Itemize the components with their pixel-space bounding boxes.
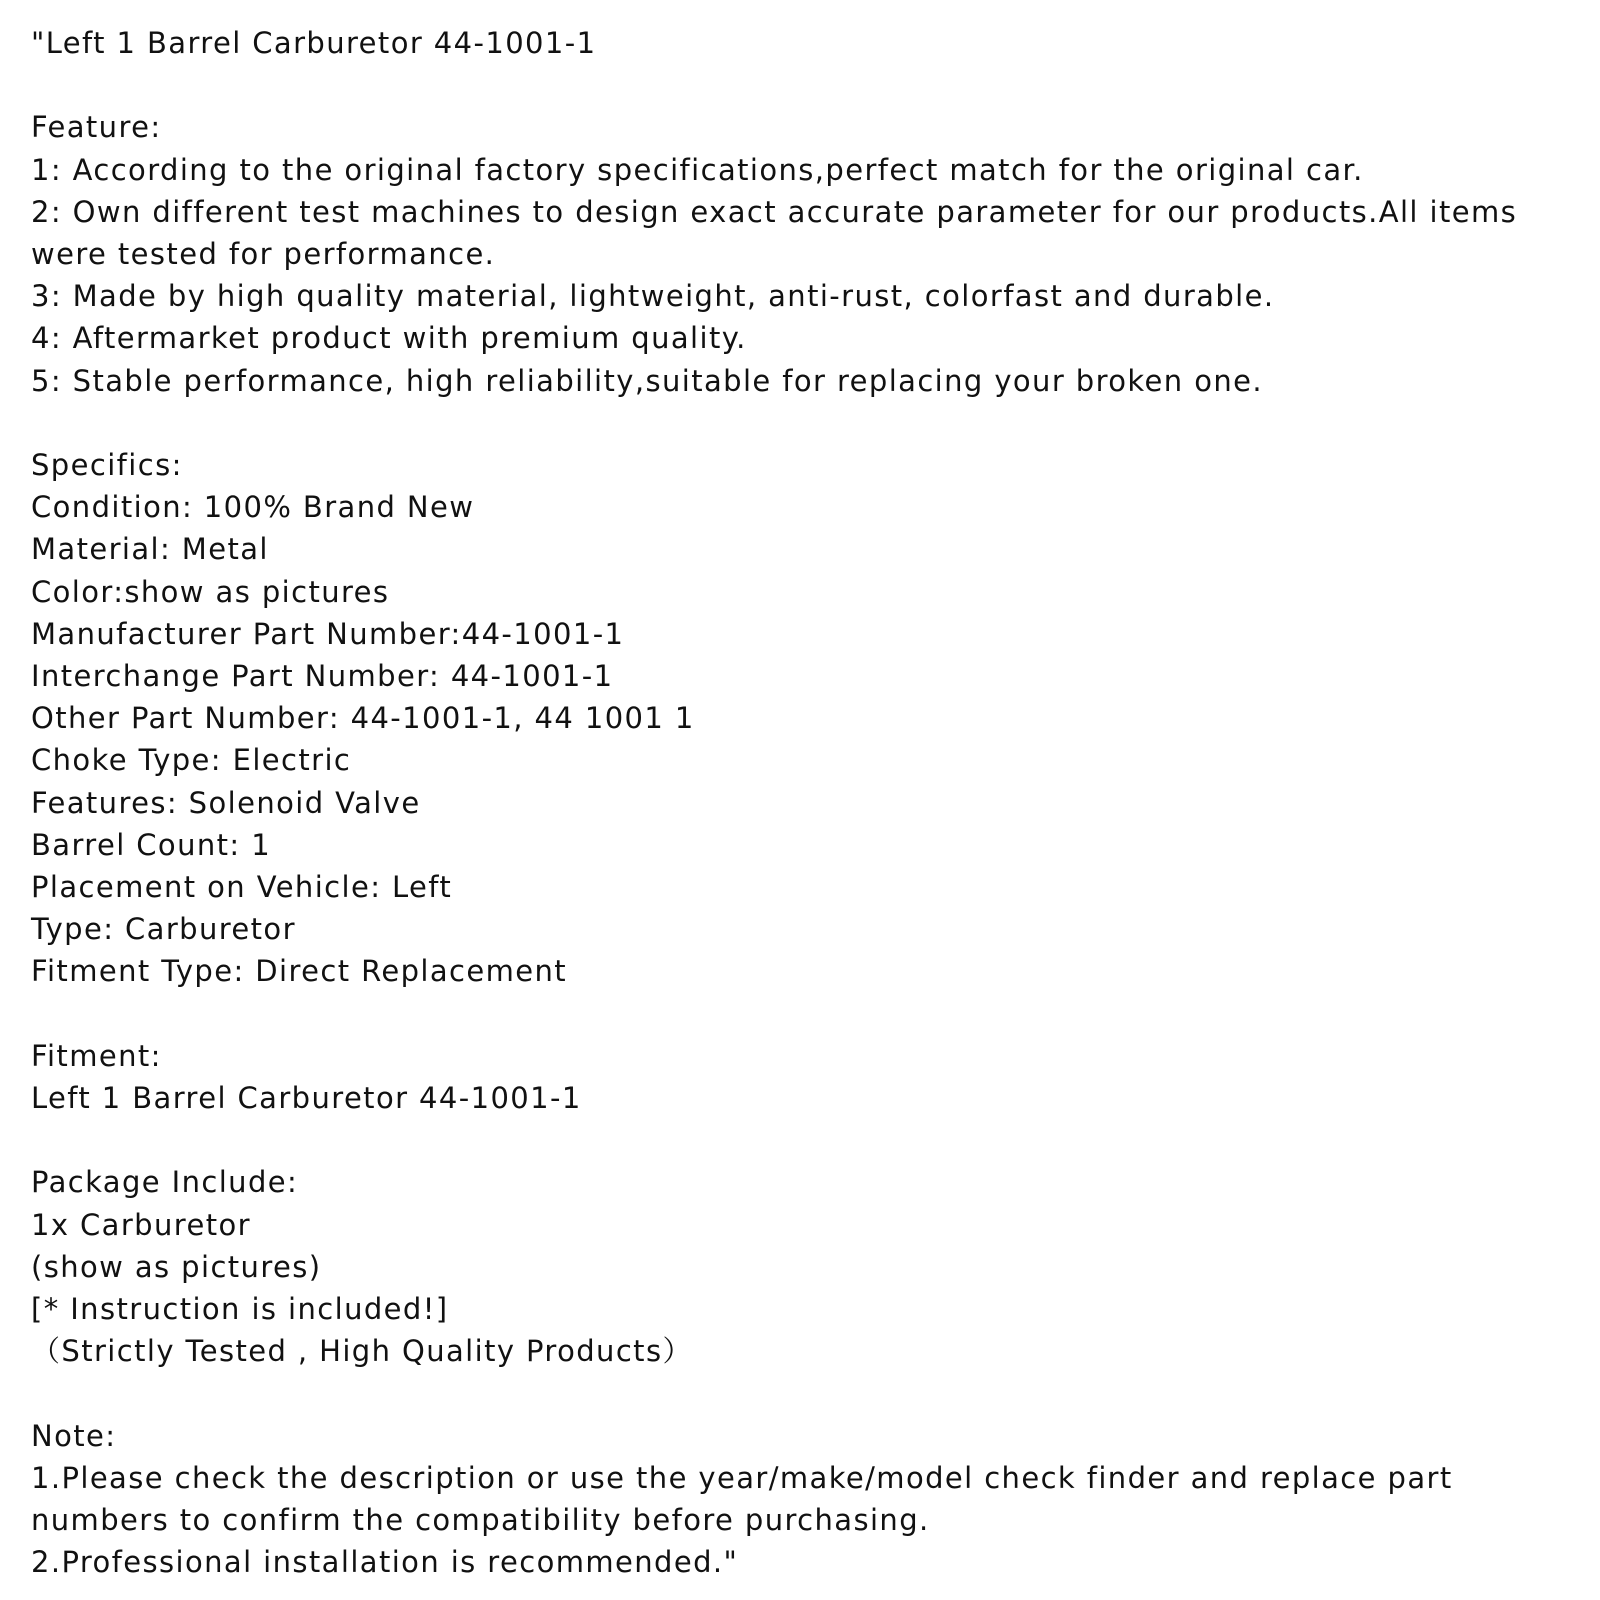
feature-item: 1: According to the original factory specifications,perfect match for the original car. [31,152,1364,187]
package-item: （Strictly Tested , High Quality Products） [31,1334,693,1369]
spec-material: Material: Metal [31,532,269,567]
package-heading: Package Include: [31,1165,299,1200]
fitment-item: Left 1 Barrel Carburetor 44-1001-1 [31,1081,582,1116]
feature-item: 5: Stable performance, high reliability,suitable for replacing your broken one. [31,363,1263,398]
spec-placement: Placement on Vehicle: Left [31,870,453,905]
spec-choke-type: Choke Type: Electric [31,743,352,778]
spec-type: Type: Carburetor [31,912,296,947]
spacer [31,1372,1576,1414]
feature-item: 4: Aftermarket product with premium quality. [31,321,747,356]
spacer [31,64,1576,106]
package-item: (show as pictures) [31,1249,322,1284]
spec-other-part-number: Other Part Number: 44-1001-1, 44 1001 1 [31,701,695,736]
feature-item: 2: Own different test machines to design exact accurate parameter for our products.All items were tested for performance. [31,194,1518,271]
product-description [31,22,1576,1583]
spacer [31,402,1576,444]
spec-manufacturer-part-number: Manufacturer Part Number:44-1001-1 [31,616,625,651]
spec-features: Features: Solenoid Valve [31,785,421,820]
spacer [31,993,1576,1035]
package-item: [* Instruction is included!] [31,1292,449,1327]
document-title: "Left 1 Barrel Carburetor 44-1001-1 [31,26,597,60]
specifics-heading: Specifics: [31,448,183,482]
spec-barrel-count: Barrel Count: 1 [31,827,272,862]
package-item: 1x Carburetor [31,1207,251,1242]
fitment-heading: Fitment: [31,1038,162,1073]
note-item: 1.Please check the description or use the year/make/model check finder and replace part numbers to confirm the compatibility before purchasing. [31,1460,1453,1538]
feature-heading: Feature: [31,110,162,145]
spec-interchange-part-number: Interchange Part Number: 44-1001-1 [31,659,614,694]
spec-color: Color:show as pictures [31,574,390,609]
feature-item: 3: Made by high quality material, lightweight, anti-rust, colorfast and durable. [31,279,1275,314]
note-heading: Note: [31,1418,117,1453]
note-item: 2.Professional installation is recommended." [31,1545,739,1580]
spec-fitment-type: Fitment Type: Direct Replacement [31,954,568,989]
spec-condition: Condition: 100% Brand New [31,490,475,525]
spacer [31,1119,1576,1161]
